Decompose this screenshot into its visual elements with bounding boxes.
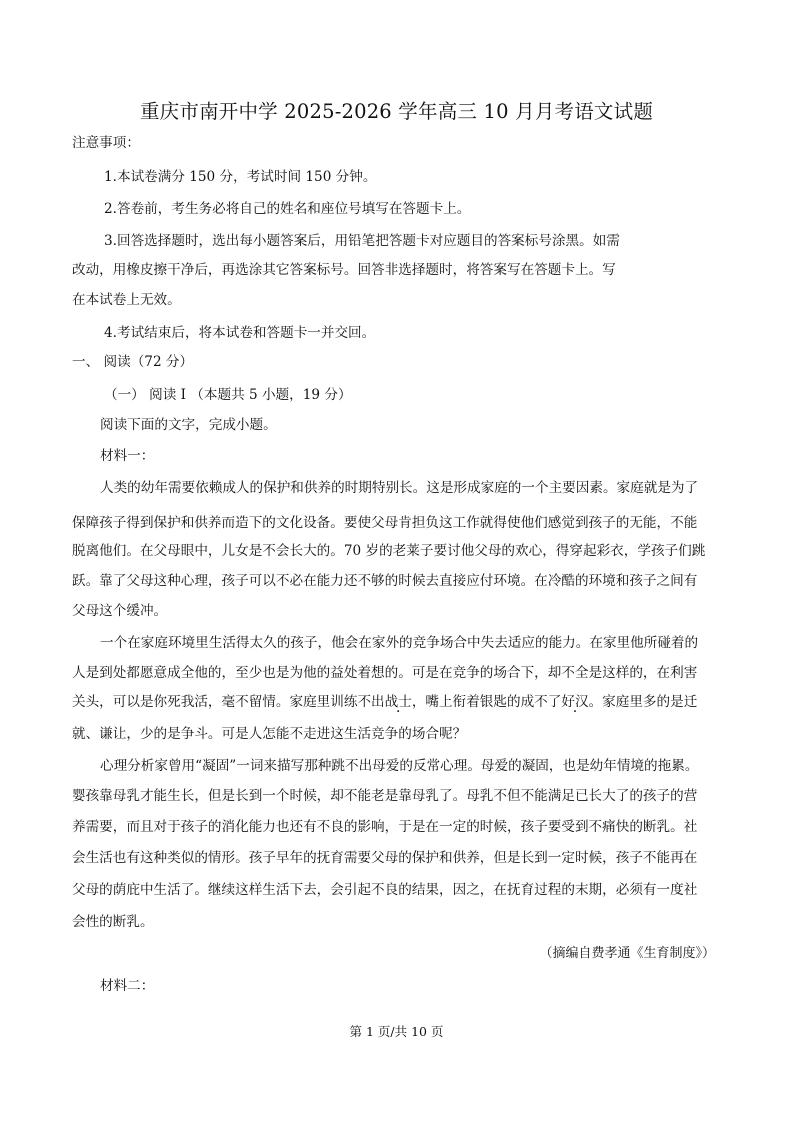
para2-line-3-part1: 关头，可以是你死我活，毫不留情。家庭里训练不出 <box>72 694 385 710</box>
para2-line-4: 就、谦让，少的是争斗。可是人怎能不走进这生活竞争的场合呢？ <box>72 726 467 742</box>
page-footer: 第 1 页/共 10 页 <box>349 1024 444 1039</box>
para2-line-3-part3: 。家庭里多的是迁 <box>588 694 698 710</box>
para2-line-3 <box>72 692 697 712</box>
subsection-heading: （一） 阅读 I （本题共 5 小题，19 分） <box>104 387 352 403</box>
notes-heading: 注意事项： <box>72 135 140 151</box>
note-line-2: 2.答卷前，考生务必将自己的姓名和座位号填写在答题卡上。 <box>104 201 471 217</box>
para3-line-2: 婴孩靠母乳才能生长，但是长到一个时候，却不能老是靠母乳了。母乳不但不能满足已长大了的孩子的营 <box>72 788 698 804</box>
para1-line-1: 人类的幼年需要依赖成人的保护和供养的时期特别长。这是形成家庭的一个主要因素。家庭就是为了 <box>100 480 699 496</box>
para2-line-3-part2: ，嘴上衔着银匙的成不了 <box>411 694 562 710</box>
source-citation: （摘编自费孝通《生育制度》） <box>539 946 715 961</box>
note-line-3: 3.回答选择题时，选出每小题答案后，用铅笔把答题卡对应题目的答案标号涂黑。如需 <box>104 233 620 249</box>
material1-label: 材料一： <box>100 448 155 464</box>
note-line-1: 1.本试卷满分 150 分，考试时间 150 分钟。 <box>104 169 377 185</box>
para3-line-5: 父母的荫庇中生活了。继续这样生活下去，会引起不良的结果，因之，在抚育过程的末期，必须有一度社 <box>72 882 698 898</box>
para1-line-5: 父母这个缓冲。 <box>72 603 168 619</box>
para1-line-4: 跃。靠了父母这种心理，孩子可以不必在能力还不够的时候去直接应付环境。在冷酷的环境和孩子之间有 <box>72 573 698 589</box>
para3-line-4: 会生活也有这种类似的情形。孩子早年的抚育需要父母的保护和供养，但是长到一定时候，孩子不能再在 <box>72 850 698 866</box>
note-line-4: 4.考试结束后，将本试卷和答题卡一并交回。 <box>104 325 376 341</box>
note-line-3-end: 在本试卷上无效。 <box>72 292 181 308</box>
material2-label: 材料二： <box>100 978 155 994</box>
para3-line-3: 养需要，而且对于孩子的消化能力也还有不良的影响，于是在一定的时候，孩子要受到不痛快的断乳。社 <box>72 819 698 835</box>
reading-instruction: 阅读下面的文字，完成小题。 <box>100 417 277 433</box>
para2-line-2: 人是到处都愿意成全他的，至少也是为他的益处着想的。可是在竞争的场合下，却不全是这样的，在利害 <box>72 665 698 681</box>
exam-title: 重庆市南开中学 2025-2026 学年高三 10 月月考语文试题 <box>139 100 654 123</box>
note-line-3-cont: 改动，用橡皮擦干净后，再选涂其它答案标号。回答非选择题时，将答案写在答题卡上。写 <box>72 262 616 278</box>
para3-line-6: 会性的断乳。 <box>72 914 154 930</box>
para1-line-3: 脱离他们。在父母眼中，儿女是不会长大的。70 岁的老莱子要讨他父母的欢心，得穿起彩衣，学孩子们跳 <box>72 543 706 559</box>
emphasized-word-haohan: 好汉 <box>561 694 589 710</box>
para2-line-1: 一个在家庭环境里生活得太久的孩子，他会在家外的竞争场合中失去适应的能力。在家里他所碰着的 <box>100 635 699 651</box>
emphasized-word-zhanshi: 战士 <box>384 694 412 710</box>
para3-line-1: 心理分析家曾用“凝固”一词来描写那种跳不出母爱的反常心理。母爱的凝固，也是幼年情境的拖累。 <box>100 758 699 774</box>
section-heading: 一、 阅读（72 分） <box>72 354 194 370</box>
para1-line-2: 保障孩子得到保护和供养而造下的文化设备。要使父母肯担负这工作就得使他们感觉到孩子的无能，不能 <box>72 515 698 531</box>
